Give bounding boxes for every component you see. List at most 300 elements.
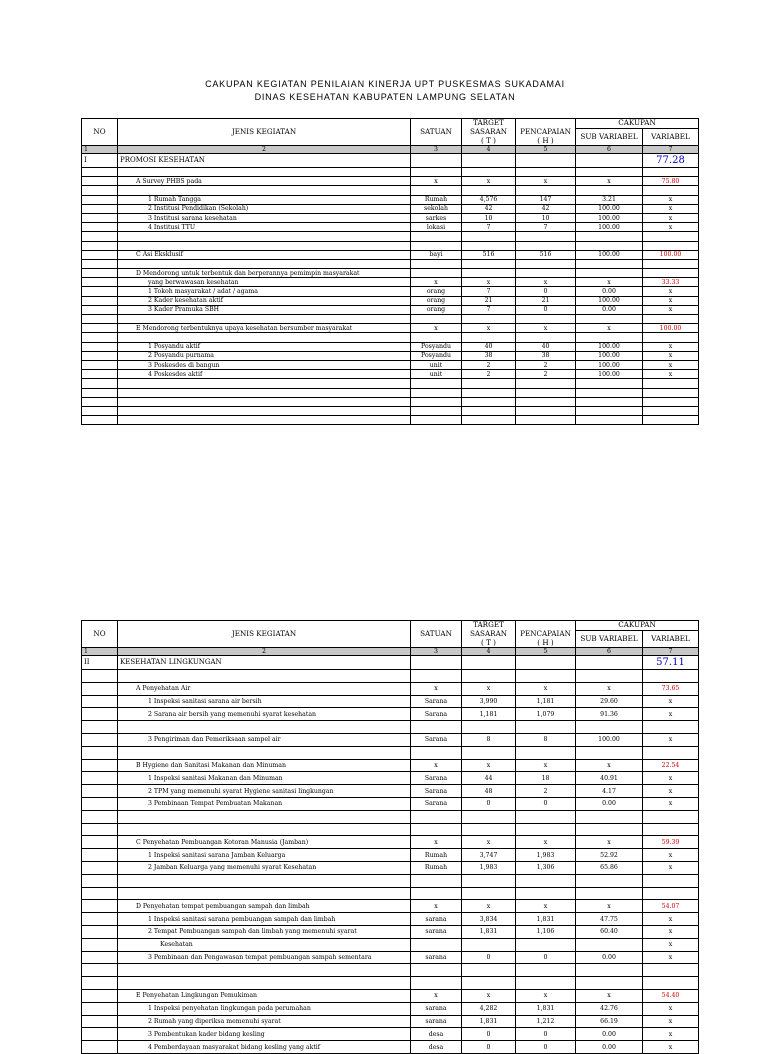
cell-h bbox=[516, 379, 576, 388]
cell-no bbox=[82, 342, 118, 351]
cell-sat bbox=[411, 186, 462, 195]
cell-name: Kesehatan bbox=[118, 938, 411, 951]
cell-t: 7 bbox=[462, 223, 516, 232]
cell-h: x bbox=[516, 177, 576, 186]
table-row bbox=[82, 177, 699, 186]
table-row bbox=[82, 1015, 699, 1028]
cell-name: 1 Rumah Tangga bbox=[118, 195, 411, 204]
cell-var: x bbox=[643, 938, 699, 951]
cell-h: x bbox=[516, 324, 576, 333]
col-number: 4 bbox=[462, 146, 516, 154]
cell-sat bbox=[411, 874, 462, 887]
cell-var: x bbox=[643, 849, 699, 862]
table-row bbox=[82, 836, 699, 849]
cell-sub: 4.17 bbox=[576, 785, 643, 798]
cell-var: x bbox=[643, 296, 699, 305]
cell-h: 1,306 bbox=[516, 861, 576, 874]
cell-sub: 100.00 bbox=[576, 250, 643, 259]
cell-h: 0 bbox=[516, 287, 576, 296]
cell-name: A Survey PHBS pada bbox=[118, 177, 411, 186]
cell-sat: sekolah bbox=[411, 204, 462, 213]
cell-var: x bbox=[643, 223, 699, 232]
cell-sub: 0.00 bbox=[576, 797, 643, 810]
cell-no bbox=[82, 913, 118, 926]
report-subtitle: DINAS KESEHATAN KABUPATEN LAMPUNG SELATAN bbox=[254, 92, 516, 102]
cell-no bbox=[82, 733, 118, 746]
table-row bbox=[82, 379, 699, 388]
cell-no bbox=[82, 797, 118, 810]
cell-var: x bbox=[643, 913, 699, 926]
cell-h: x bbox=[516, 759, 576, 772]
cell-var: 33.33 bbox=[643, 278, 699, 287]
cell-sub: 100.00 bbox=[576, 204, 643, 213]
cell-name: 1 Inspeksi penyehatan lingkungan pada perumahan bbox=[118, 1002, 411, 1015]
cell-sat bbox=[411, 938, 462, 951]
cell-no bbox=[82, 670, 118, 683]
cell-sub: 47.75 bbox=[576, 913, 643, 926]
cell-name: 1 Inspeksi sanitasi sarana pembuangan sampah dan limbah bbox=[118, 913, 411, 926]
cell-no bbox=[82, 177, 118, 186]
cell-h bbox=[516, 964, 576, 977]
table-row bbox=[82, 259, 699, 268]
cell-t bbox=[462, 977, 516, 990]
cell-var: 59.39 bbox=[643, 836, 699, 849]
table-row bbox=[82, 416, 699, 425]
header-cakupan: CAKUPAN bbox=[576, 621, 699, 631]
cell-sat bbox=[411, 670, 462, 683]
cell-h: 0 bbox=[516, 951, 576, 964]
table-row bbox=[82, 977, 699, 990]
cell-h: 1,212 bbox=[516, 1015, 576, 1028]
cell-t: 0 bbox=[462, 1028, 516, 1041]
cell-sub bbox=[576, 977, 643, 990]
cell-var: 100.00 bbox=[643, 324, 699, 333]
cell-var: x bbox=[643, 287, 699, 296]
cell-sub bbox=[576, 388, 643, 397]
cell-var: x bbox=[643, 708, 699, 721]
cell-no bbox=[82, 186, 118, 195]
cell-t bbox=[462, 964, 516, 977]
table-row bbox=[82, 305, 699, 314]
cell-sub bbox=[576, 168, 643, 177]
cell-sub: 3.21 bbox=[576, 195, 643, 204]
cell-h: x bbox=[516, 836, 576, 849]
table-row bbox=[82, 250, 699, 259]
cell-h bbox=[516, 938, 576, 951]
header-variabel: VARIABEL bbox=[643, 630, 699, 648]
cell-t bbox=[462, 810, 516, 823]
table-row bbox=[82, 296, 699, 305]
cell-name: 4 Institusi TTU bbox=[118, 223, 411, 232]
cell-name: C Asi Eksklusif bbox=[118, 250, 411, 259]
cell-t: 0 bbox=[462, 1041, 516, 1054]
cell-h: 0 bbox=[516, 1041, 576, 1054]
cell-no bbox=[82, 772, 118, 785]
cell-sub: x bbox=[576, 989, 643, 1002]
cell-name: 3 Pengiriman dan Pemeriksaan sampel air bbox=[118, 733, 411, 746]
cell-h bbox=[516, 232, 576, 241]
cell-t: 0 bbox=[462, 797, 516, 810]
section-score: 57.11 bbox=[643, 656, 699, 670]
cell-sub bbox=[576, 721, 643, 734]
cell-var: 75.80 bbox=[643, 177, 699, 186]
table-row bbox=[82, 989, 699, 1002]
cell-sat: x bbox=[411, 836, 462, 849]
cell-h: 1,079 bbox=[516, 708, 576, 721]
cell-sat bbox=[411, 168, 462, 177]
cell-var: 54.40 bbox=[643, 989, 699, 1002]
cell-sat: Posyandu bbox=[411, 351, 462, 360]
cell-var bbox=[643, 670, 699, 683]
cell-h: 516 bbox=[516, 250, 576, 259]
cell-no bbox=[82, 721, 118, 734]
cell-var: x bbox=[643, 342, 699, 351]
table-row bbox=[82, 797, 699, 810]
cell-h: x bbox=[516, 900, 576, 913]
cell-var: x bbox=[643, 733, 699, 746]
cell-sat bbox=[411, 269, 462, 278]
cell-t bbox=[462, 406, 516, 415]
cell-name: 3 Kader Pramuka SBH bbox=[118, 305, 411, 314]
table-row bbox=[82, 333, 699, 342]
cell-t: 1,983 bbox=[462, 861, 516, 874]
cell-sat: Sarana bbox=[411, 772, 462, 785]
cell-sub: 65.86 bbox=[576, 861, 643, 874]
cell-var: x bbox=[643, 785, 699, 798]
col-number: 6 bbox=[576, 648, 643, 656]
cell-name: 2 TPM yang memenuhi syarat Hygiene sanitasi lingkungan bbox=[118, 785, 411, 798]
cell-no bbox=[82, 938, 118, 951]
cell-var: x bbox=[643, 360, 699, 369]
cell-sat bbox=[411, 232, 462, 241]
table-row bbox=[82, 186, 699, 195]
col-number: 7 bbox=[643, 146, 699, 154]
col-number: 3 bbox=[411, 648, 462, 656]
table-row bbox=[82, 1002, 699, 1015]
cell-var bbox=[643, 232, 699, 241]
cell-h: 40 bbox=[516, 342, 576, 351]
cell-no bbox=[82, 269, 118, 278]
col-number: 5 bbox=[516, 648, 576, 656]
cell-sat: Sarana bbox=[411, 708, 462, 721]
cell-name bbox=[118, 721, 411, 734]
cell-sub: 100.00 bbox=[576, 351, 643, 360]
cell-t: 3,747 bbox=[462, 849, 516, 862]
cell-var: 54.07 bbox=[643, 900, 699, 913]
table-row bbox=[82, 168, 699, 177]
cell-no bbox=[82, 849, 118, 862]
cell-sat: Rumah bbox=[411, 849, 462, 862]
cell-h bbox=[516, 416, 576, 425]
cell-var: x bbox=[643, 1015, 699, 1028]
cell-no bbox=[82, 925, 118, 938]
header-cakupan: CAKUPAN bbox=[576, 119, 699, 129]
cell-name bbox=[118, 874, 411, 887]
table-row bbox=[82, 213, 699, 222]
cell-t bbox=[462, 259, 516, 268]
cell-sub bbox=[576, 315, 643, 324]
table-kesehatan-lingkungan bbox=[81, 620, 699, 1054]
cell-sub bbox=[576, 241, 643, 250]
cell-no bbox=[82, 305, 118, 314]
cell-name: D Mendorong untuk terbentuk dan berperannya pemimpin masyarakat bbox=[118, 269, 411, 278]
section-title: KESEHATAN LINGKUNGAN bbox=[118, 656, 411, 670]
cell-sat bbox=[411, 887, 462, 900]
cell-sat: sarkes bbox=[411, 213, 462, 222]
cell-name bbox=[118, 168, 411, 177]
cell-t bbox=[462, 241, 516, 250]
cell-sub bbox=[576, 259, 643, 268]
cell-sub bbox=[576, 964, 643, 977]
cell-sub: x bbox=[576, 177, 643, 186]
cell-sat: orang bbox=[411, 296, 462, 305]
cell-no bbox=[82, 746, 118, 759]
table-row bbox=[82, 397, 699, 406]
table-row bbox=[82, 370, 699, 379]
table-row bbox=[82, 278, 699, 287]
cell-sat: sarana bbox=[411, 951, 462, 964]
cell-no bbox=[82, 406, 118, 415]
cell-sat: Rumah bbox=[411, 861, 462, 874]
cell-sub: x bbox=[576, 836, 643, 849]
cell-h bbox=[516, 388, 576, 397]
cell-name: yang berwawasan kesehatan bbox=[118, 278, 411, 287]
cell-sub: 100.00 bbox=[576, 213, 643, 222]
cell-h: x bbox=[516, 989, 576, 1002]
cell-name: D Penyehatan tempat pembuangan sampah dan limbah bbox=[118, 900, 411, 913]
cell-name: 3 Poskesdes di bangun bbox=[118, 360, 411, 369]
cell-sub: x bbox=[576, 324, 643, 333]
cell-name bbox=[118, 232, 411, 241]
cell-sat: Sarana bbox=[411, 733, 462, 746]
cell-t: 516 bbox=[462, 250, 516, 259]
cell-sat bbox=[411, 315, 462, 324]
cell-h: 38 bbox=[516, 351, 576, 360]
cell-no bbox=[82, 204, 118, 213]
cell-name: 2 Kader kesehatan aktif bbox=[118, 296, 411, 305]
cell-var bbox=[643, 416, 699, 425]
cell-h bbox=[516, 977, 576, 990]
header-satuan: SATUAN bbox=[411, 119, 462, 146]
cell-sat: Sarana bbox=[411, 785, 462, 798]
cell-sat bbox=[411, 397, 462, 406]
cell-no bbox=[82, 1002, 118, 1015]
cell-no bbox=[82, 887, 118, 900]
cell-sub: 100.00 bbox=[576, 360, 643, 369]
cell-var bbox=[643, 241, 699, 250]
cell-sub bbox=[576, 670, 643, 683]
header-no: NO bbox=[82, 119, 118, 146]
section-number: I bbox=[82, 154, 118, 168]
cell-sat: x bbox=[411, 324, 462, 333]
cell-var bbox=[643, 887, 699, 900]
table-row bbox=[82, 849, 699, 862]
cell-no bbox=[82, 989, 118, 1002]
cell-t: 2 bbox=[462, 360, 516, 369]
cell-sat bbox=[411, 379, 462, 388]
cell-name: 4 Pemberdayaan masyarakat bidang kesling yang aktif bbox=[118, 1041, 411, 1054]
cell-sub: x bbox=[576, 900, 643, 913]
section-title: PROMOSI KESEHATAN bbox=[118, 154, 411, 168]
cell-name: 2 Tempat Pembuangan sampah dan limbah yang memenuhi syarat bbox=[118, 925, 411, 938]
cell-h bbox=[516, 810, 576, 823]
cell-sat: x bbox=[411, 759, 462, 772]
cell-sat: desa bbox=[411, 1028, 462, 1041]
cell-h bbox=[516, 241, 576, 250]
cell-h: x bbox=[516, 278, 576, 287]
cell-no bbox=[82, 333, 118, 342]
cell-h bbox=[516, 874, 576, 887]
section-score: 77.28 bbox=[643, 154, 699, 168]
col-number: 3 bbox=[411, 146, 462, 154]
cell-t bbox=[462, 315, 516, 324]
cell-t: x bbox=[462, 759, 516, 772]
cell-t bbox=[462, 416, 516, 425]
cell-sat: x bbox=[411, 989, 462, 1002]
cell-sub: 52.92 bbox=[576, 849, 643, 862]
cell-no bbox=[82, 259, 118, 268]
table-row bbox=[82, 195, 699, 204]
cell-h: 21 bbox=[516, 296, 576, 305]
table-row bbox=[82, 785, 699, 798]
cell-t bbox=[462, 388, 516, 397]
col-number: 7 bbox=[643, 648, 699, 656]
header-target: TARGET bbox=[462, 119, 516, 129]
cell-var bbox=[643, 186, 699, 195]
cell-no bbox=[82, 379, 118, 388]
cell-sat bbox=[411, 406, 462, 415]
table-row bbox=[82, 951, 699, 964]
cell-no bbox=[82, 951, 118, 964]
table-row bbox=[82, 1041, 699, 1054]
col-number: 1 bbox=[82, 648, 118, 656]
cell-sub bbox=[576, 269, 643, 278]
cell-h bbox=[516, 186, 576, 195]
cell-name: 4 Poskesdes aktif bbox=[118, 370, 411, 379]
cell-name bbox=[118, 964, 411, 977]
cell-sat: Rumah bbox=[411, 195, 462, 204]
cell-sat: unit bbox=[411, 360, 462, 369]
cell-name bbox=[118, 333, 411, 342]
cell-no bbox=[82, 315, 118, 324]
header-sub-variabel: SUB VARIABEL bbox=[576, 128, 643, 146]
cell-name bbox=[118, 887, 411, 900]
table-row bbox=[82, 900, 699, 913]
cell-t bbox=[462, 379, 516, 388]
cell-sat: sarana bbox=[411, 1002, 462, 1015]
header-jenis-kegiatan: JENIS KEGIATAN bbox=[118, 621, 411, 648]
cell-name bbox=[118, 746, 411, 759]
cell-t bbox=[462, 746, 516, 759]
cell-no bbox=[82, 241, 118, 250]
table-row bbox=[82, 287, 699, 296]
cell-sub bbox=[576, 938, 643, 951]
cell-sub: 40.91 bbox=[576, 772, 643, 785]
cell-name bbox=[118, 397, 411, 406]
table-row bbox=[82, 861, 699, 874]
cell-sub: 100.00 bbox=[576, 296, 643, 305]
cell-t: x bbox=[462, 177, 516, 186]
cell-name bbox=[118, 241, 411, 250]
cell-name bbox=[118, 406, 411, 415]
cell-var: x bbox=[643, 195, 699, 204]
table-row bbox=[82, 938, 699, 951]
cell-sub: 60.40 bbox=[576, 925, 643, 938]
table-row bbox=[82, 746, 699, 759]
cell-h bbox=[516, 259, 576, 268]
cell-name: 3 Pembinaan Tempat Pembuatan Makanan bbox=[118, 797, 411, 810]
cell-name bbox=[118, 379, 411, 388]
table-row bbox=[82, 406, 699, 415]
cell-sat: orang bbox=[411, 305, 462, 314]
cell-sub bbox=[576, 397, 643, 406]
cell-sat: x bbox=[411, 278, 462, 287]
cell-t: 1,831 bbox=[462, 925, 516, 938]
cell-h bbox=[516, 670, 576, 683]
cell-t: 4,282 bbox=[462, 1002, 516, 1015]
cell-var bbox=[643, 746, 699, 759]
cell-sat bbox=[411, 746, 462, 759]
cell-sub bbox=[576, 887, 643, 900]
cell-var: 73.65 bbox=[643, 682, 699, 695]
cell-t: 1,181 bbox=[462, 708, 516, 721]
cell-name: 1 Inspeksi sanitasi sarana Jamban Keluarga bbox=[118, 849, 411, 862]
cell-t: 7 bbox=[462, 305, 516, 314]
table-row bbox=[82, 241, 699, 250]
cell-no bbox=[82, 250, 118, 259]
table-row bbox=[82, 913, 699, 926]
cell-name: 1 Inspeksi sanitasi Makanan dan Minuman bbox=[118, 772, 411, 785]
cell-sat: sarana bbox=[411, 925, 462, 938]
cell-sat: sarana bbox=[411, 1015, 462, 1028]
cell-sub bbox=[576, 416, 643, 425]
cell-sub: 0.00 bbox=[576, 1041, 643, 1054]
cell-h: 1,181 bbox=[516, 695, 576, 708]
cell-name: 2 Jamban Keluarga yang memenuhi syarat Kesehatan bbox=[118, 861, 411, 874]
cell-h bbox=[516, 406, 576, 415]
table-row bbox=[82, 388, 699, 397]
cell-var bbox=[643, 269, 699, 278]
cell-sub: 100.00 bbox=[576, 370, 643, 379]
table-row bbox=[82, 964, 699, 977]
cell-sub: 100.00 bbox=[576, 223, 643, 232]
table-row bbox=[82, 772, 699, 785]
cell-var: 100.00 bbox=[643, 250, 699, 259]
cell-name: 2 Rumah yang diperiksa memenuhi syarat bbox=[118, 1015, 411, 1028]
cell-no bbox=[82, 759, 118, 772]
table-promosi-kesehatan bbox=[81, 118, 699, 425]
cell-sub: 66.19 bbox=[576, 1015, 643, 1028]
cell-name: 3 Pembentukan kader bidang kesling bbox=[118, 1028, 411, 1041]
cell-name bbox=[118, 186, 411, 195]
cell-h: 18 bbox=[516, 772, 576, 785]
cell-sat bbox=[411, 823, 462, 836]
cell-h: 1,831 bbox=[516, 1002, 576, 1015]
cell-no bbox=[82, 1041, 118, 1054]
cell-var: x bbox=[643, 370, 699, 379]
cell-no bbox=[82, 324, 118, 333]
cell-var bbox=[643, 333, 699, 342]
cell-var: x bbox=[643, 213, 699, 222]
cell-t: x bbox=[462, 900, 516, 913]
cell-sat: lokasi bbox=[411, 223, 462, 232]
table-row bbox=[82, 759, 699, 772]
cell-no bbox=[82, 360, 118, 369]
cell-no bbox=[82, 232, 118, 241]
cell-sub: x bbox=[576, 278, 643, 287]
cell-name bbox=[118, 977, 411, 990]
col-number: 5 bbox=[516, 146, 576, 154]
